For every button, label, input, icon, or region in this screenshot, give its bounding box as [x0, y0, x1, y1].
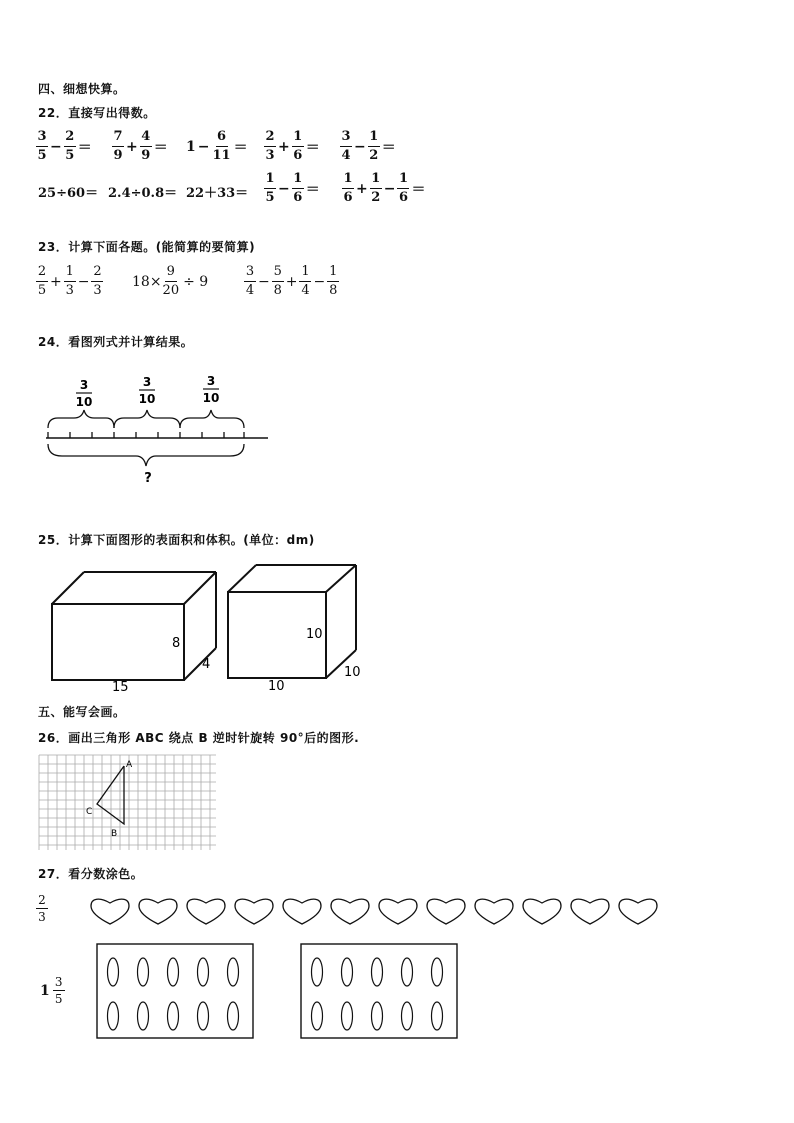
- heart-shape[interactable]: [235, 899, 273, 924]
- oval-shape[interactable]: [372, 1002, 383, 1030]
- heart-shape[interactable]: [571, 899, 609, 924]
- q25-cuboid-diagrams: [44, 560, 374, 696]
- oval-shape[interactable]: [108, 1002, 119, 1030]
- cuboid-box: [52, 572, 216, 680]
- oval-box: [301, 944, 457, 1038]
- q22-r1-e1: $\frac{3}{5}$ − $\frac{2}{5}$ ＝: [37, 129, 92, 163]
- q24-number-line-diagram: [40, 372, 276, 488]
- oval-shape[interactable]: [402, 958, 413, 986]
- question-mark: ?: [144, 471, 152, 486]
- heart-shape[interactable]: [379, 899, 417, 924]
- svg-text:3: 3: [206, 374, 216, 388]
- q25-title: 25．计算下面图形的表面积和体积。(单位：dm): [38, 533, 315, 547]
- q22-r2-e3: 22＋33＝: [186, 186, 249, 201]
- q22-r1-e3: 1 − $\frac{6}{11}$ ＝: [186, 129, 248, 163]
- segment-label-3: [203, 374, 220, 405]
- q27-fraction-2: 1 $\frac{3}{5}$: [40, 975, 65, 1006]
- oval-shape[interactable]: [432, 1002, 443, 1030]
- q23-title: 23．计算下面各题。(能简算的要简算): [38, 240, 256, 254]
- q23-e3: $\frac{3}{4}$ − $\frac{5}{8}$ + $\frac{1}{4}$ − $\frac{1}{8}$: [245, 264, 338, 298]
- section-5-heading: 五、能写会画。: [38, 705, 126, 719]
- oval-shape[interactable]: [432, 958, 443, 986]
- oval-shape[interactable]: [372, 958, 383, 986]
- q27-oval-boxes: [96, 942, 460, 1040]
- q27-fraction-1: $\frac{2}{3}$: [36, 893, 48, 924]
- oval-shape[interactable]: [108, 958, 119, 986]
- box1-height: 8: [172, 636, 181, 651]
- q24-title: 24．看图列式并计算结果。: [38, 335, 194, 349]
- box1-width: 4: [202, 657, 211, 672]
- svg-text:10: 10: [138, 392, 156, 406]
- box2-height: 10: [306, 627, 323, 642]
- heart-shape[interactable]: [523, 899, 561, 924]
- oval-shape[interactable]: [312, 958, 323, 986]
- q23-e1: $\frac{2}{5}$ + $\frac{1}{3}$ − $\frac{2}{3}$: [37, 264, 102, 298]
- label-a: A: [126, 760, 133, 770]
- svg-text:10: 10: [75, 395, 93, 409]
- oval-shape[interactable]: [402, 1002, 413, 1030]
- q22-title: 22．直接写出得数。: [38, 106, 156, 120]
- oval-shape[interactable]: [228, 1002, 239, 1030]
- section-4-heading: 四、细想快算。: [38, 82, 126, 96]
- q22-r1-e5: $\frac{3}{4}$ − $\frac{1}{2}$ ＝: [341, 129, 396, 163]
- heart-shape[interactable]: [475, 899, 513, 924]
- oval-shape[interactable]: [198, 1002, 209, 1030]
- heart-shape[interactable]: [619, 899, 657, 924]
- box2-width: 10: [344, 665, 361, 680]
- label-c: C: [86, 807, 93, 817]
- box2-length: 10: [268, 679, 285, 694]
- q22-r1-e2: $\frac{7}{9}$ + $\frac{4}{9}$ ＝: [113, 129, 168, 163]
- oval-shape[interactable]: [168, 1002, 179, 1030]
- oval-shape[interactable]: [312, 1002, 323, 1030]
- heart-shape[interactable]: [427, 899, 465, 924]
- q22-r2-e2: 2.4÷0.8＝: [108, 186, 178, 201]
- segment-label-1: [76, 378, 93, 409]
- q26-title: 26．画出三角形 ABC 绕点 B 逆时针旋转 90°后的图形.: [38, 731, 360, 745]
- q22-r2-e4: $\frac{1}{5}$ − $\frac{1}{6}$ ＝: [265, 171, 320, 205]
- label-b: B: [111, 829, 118, 839]
- heart-shape[interactable]: [331, 899, 369, 924]
- q23-e2: 18× $\frac{9}{20}$ ÷ 9: [132, 264, 209, 298]
- svg-text:3: 3: [142, 375, 152, 389]
- heart-shape[interactable]: [139, 899, 177, 924]
- q22-r1-e4: $\frac{2}{3}$ + $\frac{1}{6}$ ＝: [265, 129, 320, 163]
- svg-text:3: 3: [79, 378, 89, 392]
- heart-shape[interactable]: [91, 899, 129, 924]
- q22-r2-e1: 25÷60＝: [38, 186, 99, 201]
- oval-shape[interactable]: [168, 958, 179, 986]
- heart-shape[interactable]: [187, 899, 225, 924]
- oval-shape[interactable]: [138, 1002, 149, 1030]
- cube-box: [228, 565, 356, 678]
- q27-hearts-row: [88, 896, 664, 928]
- q27-title: 27．看分数涂色。: [38, 867, 144, 881]
- heart-shape[interactable]: [283, 899, 321, 924]
- box1-length: 15: [112, 680, 129, 695]
- oval-shape[interactable]: [138, 958, 149, 986]
- oval-shape[interactable]: [342, 1002, 353, 1030]
- oval-shape[interactable]: [342, 958, 353, 986]
- svg-text:10: 10: [202, 391, 220, 405]
- q22-r2-e5: $\frac{1}{6}$ + $\frac{1}{2}$ − $\frac{1}{6}$ ＝: [343, 171, 426, 205]
- oval-box: [97, 944, 253, 1038]
- segment-label-2: [139, 375, 156, 406]
- q26-grid-diagram[interactable]: [38, 754, 218, 852]
- oval-shape[interactable]: [198, 958, 209, 986]
- oval-shape[interactable]: [228, 958, 239, 986]
